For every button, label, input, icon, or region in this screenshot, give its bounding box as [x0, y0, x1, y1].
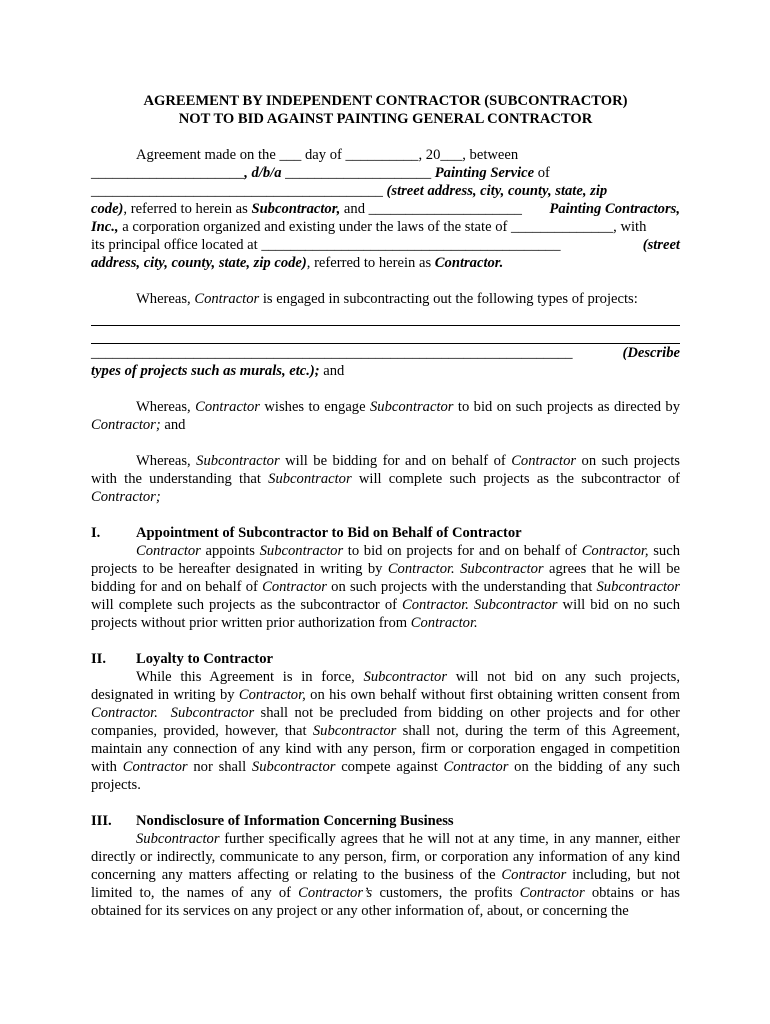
- address-hint-2: code): [91, 201, 124, 217]
- body-text: will complete such projects as the subcontractor of: [91, 597, 403, 613]
- whereas-text: will be bidding for and on behalf of: [279, 453, 512, 469]
- principal-office-blank: its principal office located at _________________________________________: [91, 237, 561, 253]
- subcontractor-term: Subcontractor: [196, 453, 280, 469]
- subcontractor-term: Subcontractor: [460, 561, 544, 577]
- subcontractor-name-blank: _____________________: [91, 165, 245, 181]
- whereas-paragraph-3: [91, 452, 680, 506]
- section-3-body: [91, 830, 680, 920]
- subcontractor-term: Subcontractor: [473, 597, 558, 613]
- contractor-term: Contractor: [262, 579, 327, 595]
- section-number: I.: [91, 525, 101, 541]
- contractor-term: Contractor: [194, 291, 260, 307]
- contractor-term: Contractor: [519, 885, 585, 901]
- contractor-name-blank: and _____________________: [340, 201, 522, 217]
- dba-name-blank: ____________________: [281, 165, 435, 181]
- whereas-text: will complete such projects as the subcontractor of: [351, 471, 680, 487]
- section-2-heading: [91, 650, 680, 668]
- subcontractor-term: Subcontractor: [268, 471, 352, 487]
- whereas-paragraph-2: [91, 398, 680, 434]
- section-number: III.: [91, 813, 112, 829]
- corporation-text: a corporation organized and existing under the laws of the state of ______________, with: [118, 219, 647, 235]
- body-text: obtains or has obtained for its services on any project or any other information of, about, or concerning the: [91, 885, 680, 919]
- whereas-text: Whereas,: [136, 399, 196, 415]
- contractor-term: Contractor: [195, 399, 260, 415]
- subcontractor-term: Subcontractor: [136, 831, 220, 847]
- whereas-text: is engaged in subcontracting out the following types of projects:: [259, 291, 638, 307]
- intro-paragraph: [91, 146, 680, 272]
- contractor-term: Contractor;: [91, 489, 161, 505]
- contractor-term: Contractor: [122, 759, 188, 775]
- document-page: [91, 92, 680, 920]
- of-text: of: [534, 165, 550, 181]
- section-title: Loyalty to Contractor: [136, 651, 273, 667]
- whereas-text: to bid on such projects as directed by: [453, 399, 680, 415]
- body-text: nor shall: [187, 759, 252, 775]
- body-text: to bid on projects for and on behalf of: [343, 543, 582, 559]
- inc-label: Inc.,: [91, 219, 119, 235]
- whereas-text: Whereas,: [136, 453, 197, 469]
- contractor-term: Contractor.: [91, 705, 158, 721]
- body-text: on such projects with the understanding that: [326, 579, 597, 595]
- body-text: on his own behalf without first obtaining written consent from: [305, 687, 681, 703]
- section-title: Nondisclosure of Information Concerning Business: [136, 813, 454, 829]
- body-text: further specifically agrees that he will not at any time, in any manner, either directly or indirectly, communicate to any person, firm, or corporation any information of any kind concerning any matters affecting or relating to the business of the: [91, 831, 680, 883]
- contractor-term: Contractor,: [238, 687, 306, 703]
- body-text: agrees that he will be bidding for and on behalf of: [91, 561, 680, 595]
- body-text: shall not, during the term of this Agreement, maintain any connection of any kind with any person, firm or corporation engaged in competition with: [91, 723, 680, 775]
- dba-label: , d/b/a: [244, 165, 282, 181]
- body-text: on the bidding of any such projects.: [91, 759, 680, 793]
- contractor-term: Contractor.: [434, 255, 504, 271]
- whereas-paragraph-1: [91, 290, 680, 380]
- project-types-blank-line-2: [91, 326, 680, 344]
- contractor-term: Contractor;: [91, 417, 161, 433]
- body-text: will bid on no such projects without prior written prior authorization from: [91, 597, 680, 631]
- subcontractor-term: Subcontractor: [363, 669, 448, 685]
- subcontractor-term: Subcontractor: [312, 723, 397, 739]
- subcontractor-term: Subcontractor: [596, 579, 680, 595]
- contractor-term: Contractor.: [402, 597, 469, 613]
- referred-text-1: , referred to herein as: [123, 201, 252, 217]
- describe-hint-2: types of projects such as murals, etc.);: [91, 363, 320, 379]
- describe-hint: (Describe: [622, 345, 680, 361]
- section-2-body: [91, 668, 680, 794]
- contractor-term: Contractor’s: [298, 885, 373, 901]
- contractor-term: Contractor.: [410, 615, 478, 631]
- subcontractor-term: Subcontractor: [259, 543, 344, 559]
- contractor-term: Contractor: [501, 867, 567, 883]
- painting-contractors-label: Painting Contractors,: [549, 201, 680, 217]
- project-types-blank-line-3: __________________________________________________________________: [91, 345, 573, 361]
- whereas-text: on such projects with the understanding that: [91, 453, 680, 487]
- subcontractor-address-blank: ________________________________________: [91, 183, 387, 199]
- address-hint-4: address, city, county, state, zip code): [91, 255, 307, 271]
- body-text: will not bid on any such projects, designated in writing by: [91, 669, 680, 703]
- document-title-line-2: NOT TO BID AGAINST PAINTING GENERAL CONTRACTOR: [178, 111, 593, 127]
- contractor-term: Contractor: [443, 759, 509, 775]
- intro-line-1: Agreement made on the ___ day of __________, 20___, between: [136, 147, 519, 163]
- subcontractor-term: Subcontractor,: [251, 201, 341, 217]
- painting-service-label: Painting Service: [434, 165, 535, 181]
- body-text: shall not be precluded from bidding on other projects and for other companies, provided, however, that: [91, 705, 680, 739]
- body-text: While this Agreement is in force,: [136, 669, 364, 685]
- section-number: II.: [91, 651, 107, 667]
- section-title: Appointment of Subcontractor to Bid on Behalf of Contractor: [136, 525, 522, 541]
- referred-text-2: , referred to herein as: [306, 255, 435, 271]
- and-text: and: [160, 417, 186, 433]
- contractor-term: Contractor,: [581, 543, 649, 559]
- contractor-term: Contractor: [136, 543, 201, 559]
- subcontractor-term: Subcontractor: [251, 759, 336, 775]
- whereas-text: Whereas,: [136, 291, 195, 307]
- section-1-heading: [91, 524, 680, 542]
- subcontractor-term: Subcontractor: [369, 399, 454, 415]
- address-hint-3: (street: [642, 237, 680, 253]
- subcontractor-term: Subcontractor: [170, 705, 255, 721]
- body-text: customers, the profits: [372, 885, 520, 901]
- contractor-term: Contractor: [511, 453, 577, 469]
- address-hint-1: (street address, city, county, state, zip: [386, 183, 608, 199]
- contractor-term: Contractor.: [387, 561, 455, 577]
- section-1-body: [91, 542, 680, 632]
- body-text: including, but not limited to, the names of any of: [91, 867, 680, 901]
- document-title-line-1: AGREEMENT BY INDEPENDENT CONTRACTOR (SUBCONTRACTOR): [143, 93, 628, 109]
- body-text: [158, 705, 171, 721]
- body-text: appoints: [200, 543, 260, 559]
- section-3-heading: [91, 812, 680, 830]
- whereas-text: wishes to engage: [259, 399, 370, 415]
- body-text: such projects to be hereafter designated in writing by: [91, 543, 680, 577]
- and-text: and: [319, 363, 345, 379]
- body-text: compete against: [335, 759, 444, 775]
- project-types-blank-line-1: [91, 308, 680, 326]
